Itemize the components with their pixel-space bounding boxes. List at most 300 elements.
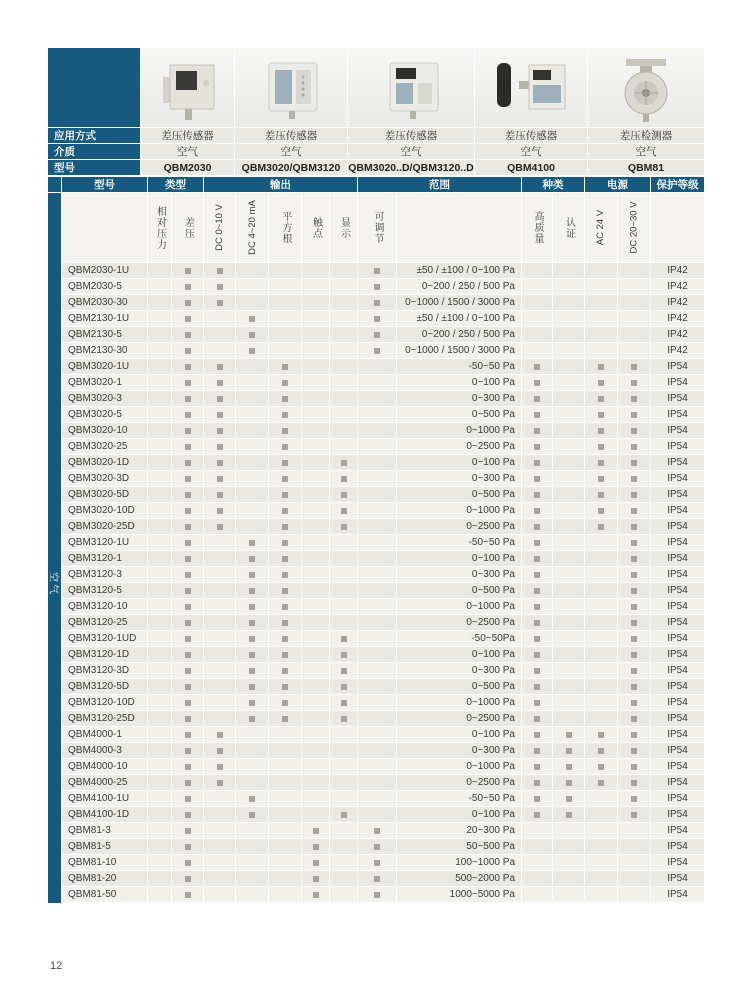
feature-cell-dc2030 bbox=[618, 311, 651, 327]
feature-cell-diff bbox=[172, 663, 204, 679]
feature-cell-dc2030 bbox=[618, 839, 651, 855]
feature-cell-dc420 bbox=[236, 791, 269, 807]
feature-cell-contact bbox=[302, 311, 330, 327]
feature-cell-contact bbox=[302, 375, 330, 391]
mark-dc010 bbox=[217, 300, 223, 306]
feature-cell-dc010 bbox=[204, 599, 236, 615]
mark-sqrt bbox=[282, 444, 288, 450]
mark-dc2030 bbox=[631, 732, 637, 738]
mark-hq bbox=[534, 460, 540, 466]
feature-cell-dc010 bbox=[204, 679, 236, 695]
model-cell: QBM3120-1D bbox=[62, 647, 148, 663]
mark-sqrt bbox=[282, 476, 288, 482]
mark-adj bbox=[374, 844, 380, 850]
feature-cell-rel bbox=[148, 407, 172, 423]
mark-dc010 bbox=[217, 380, 223, 386]
feature-cell-adj bbox=[358, 423, 397, 439]
feature-cell-diff bbox=[172, 759, 204, 775]
feature-cell-adj bbox=[358, 535, 397, 551]
feature-cell-diff bbox=[172, 839, 204, 855]
feature-cell-dc420 bbox=[236, 359, 269, 375]
mark-diff bbox=[185, 444, 191, 450]
table-row bbox=[48, 519, 705, 535]
mark-dc2030 bbox=[631, 412, 637, 418]
mark-ac24 bbox=[598, 444, 604, 450]
medium-value: 空气 bbox=[348, 144, 475, 160]
protection-cell: IP42 bbox=[651, 295, 705, 311]
mark-dc420 bbox=[249, 332, 255, 338]
feature-cell-ac24 bbox=[585, 567, 618, 583]
table-row bbox=[48, 439, 705, 455]
range-cell: -50~50 Pa bbox=[397, 535, 522, 551]
mark-display bbox=[341, 700, 347, 706]
range-cell: 0~1000 Pa bbox=[397, 599, 522, 615]
feature-cell-dc420 bbox=[236, 711, 269, 727]
mark-sqrt bbox=[282, 604, 288, 610]
feature-cell-dc420 bbox=[236, 519, 269, 535]
mark-diff bbox=[185, 604, 191, 610]
page-number: 12 bbox=[50, 960, 63, 972]
feature-cell-rel bbox=[148, 839, 172, 855]
table-subheader bbox=[48, 193, 705, 263]
mark-diff bbox=[185, 892, 191, 898]
feature-cell-dc2030 bbox=[618, 503, 651, 519]
mark-hq bbox=[534, 796, 540, 802]
feature-cell-contact bbox=[302, 759, 330, 775]
model-cell: QBM4100-1U bbox=[62, 791, 148, 807]
mark-ac24 bbox=[598, 428, 604, 434]
feature-cell-rel bbox=[148, 647, 172, 663]
mark-hq bbox=[534, 444, 540, 450]
range-cell: 0~100 Pa bbox=[397, 455, 522, 471]
feature-cell-ac24 bbox=[585, 471, 618, 487]
feature-cell-display bbox=[330, 407, 358, 423]
table-row bbox=[48, 807, 705, 823]
mark-hq bbox=[534, 748, 540, 754]
mark-hq bbox=[534, 508, 540, 514]
mark-sqrt bbox=[282, 700, 288, 706]
feature-cell-cert bbox=[553, 407, 585, 423]
feature-cell-display bbox=[330, 711, 358, 727]
sidebar-spacer bbox=[48, 647, 62, 663]
medium-value: 空气 bbox=[235, 144, 348, 160]
feature-cell-cert bbox=[553, 663, 585, 679]
feature-cell-adj bbox=[358, 455, 397, 471]
feature-cell-adj bbox=[358, 615, 397, 631]
mark-dc010 bbox=[217, 284, 223, 290]
sidebar-spacer bbox=[48, 375, 62, 391]
feature-cell-cert bbox=[553, 439, 585, 455]
mark-cert bbox=[566, 812, 572, 818]
mark-dc010 bbox=[217, 780, 223, 786]
feature-cell-hq bbox=[522, 359, 553, 375]
mark-adj bbox=[374, 316, 380, 322]
feature-cell-sqrt bbox=[269, 487, 302, 503]
product-photo-qbm3020-3120 bbox=[235, 48, 348, 128]
mark-dc420 bbox=[249, 316, 255, 322]
feature-cell-adj bbox=[358, 759, 397, 775]
feature-cell-rel bbox=[148, 775, 172, 791]
feature-cell-display bbox=[330, 295, 358, 311]
product-photo-qbm81 bbox=[588, 48, 705, 128]
feature-cell-contact bbox=[302, 327, 330, 343]
feature-cell-adj bbox=[358, 743, 397, 759]
feature-cell-cert bbox=[553, 855, 585, 871]
feature-cell-hq bbox=[522, 519, 553, 535]
feature-cell-cert bbox=[553, 567, 585, 583]
range-cell: 0~2500 Pa bbox=[397, 775, 522, 791]
feature-cell-cert bbox=[553, 807, 585, 823]
product-photo-qbm3020d-3120d bbox=[348, 48, 475, 128]
mark-adj bbox=[374, 268, 380, 274]
feature-cell-display bbox=[330, 487, 358, 503]
feature-cell-cert bbox=[553, 695, 585, 711]
range-cell: ±50 / ±100 / 0~100 Pa bbox=[397, 311, 522, 327]
feature-cell-cert bbox=[553, 455, 585, 471]
mark-dc2030 bbox=[631, 700, 637, 706]
feature-cell-diff bbox=[172, 823, 204, 839]
feature-cell-rel bbox=[148, 487, 172, 503]
feature-cell-hq bbox=[522, 567, 553, 583]
protection-cell: IP54 bbox=[651, 807, 705, 823]
feature-cell-adj bbox=[358, 647, 397, 663]
mark-dc2030 bbox=[631, 556, 637, 562]
mark-diff bbox=[185, 620, 191, 626]
feature-cell-dc010 bbox=[204, 807, 236, 823]
protection-cell: IP54 bbox=[651, 599, 705, 615]
mark-cert bbox=[566, 764, 572, 770]
feature-cell-adj bbox=[358, 791, 397, 807]
mark-dc420 bbox=[249, 572, 255, 578]
mark-hq bbox=[534, 764, 540, 770]
feature-cell-dc010 bbox=[204, 503, 236, 519]
feature-cell-dc2030 bbox=[618, 743, 651, 759]
feature-cell-display bbox=[330, 727, 358, 743]
feature-cell-dc420 bbox=[236, 727, 269, 743]
sidebar-spacer bbox=[48, 519, 62, 535]
model-cell: QBM3020-5 bbox=[62, 407, 148, 423]
mark-ac24 bbox=[598, 412, 604, 418]
feature-cell-dc2030 bbox=[618, 823, 651, 839]
mark-sqrt bbox=[282, 524, 288, 530]
range-cell: 500~2000 Pa bbox=[397, 871, 522, 887]
feature-cell-sqrt bbox=[269, 695, 302, 711]
feature-cell-cert bbox=[553, 679, 585, 695]
feature-cell-display bbox=[330, 615, 358, 631]
feature-cell-dc420 bbox=[236, 343, 269, 359]
feature-cell-contact bbox=[302, 535, 330, 551]
feature-cell-sqrt bbox=[269, 503, 302, 519]
protection-cell: IP54 bbox=[651, 631, 705, 647]
feature-cell-rel bbox=[148, 391, 172, 407]
feature-cell-adj bbox=[358, 775, 397, 791]
mark-ac24 bbox=[598, 748, 604, 754]
model-cell: QBM81-3 bbox=[62, 823, 148, 839]
feature-cell-ac24 bbox=[585, 487, 618, 503]
feature-cell-display bbox=[330, 807, 358, 823]
feature-cell-rel bbox=[148, 455, 172, 471]
feature-cell-contact bbox=[302, 631, 330, 647]
table-row bbox=[48, 727, 705, 743]
table-row bbox=[48, 615, 705, 631]
feature-cell-dc2030 bbox=[618, 727, 651, 743]
feature-cell-rel bbox=[148, 583, 172, 599]
feature-cell-diff bbox=[172, 791, 204, 807]
feature-cell-sqrt bbox=[269, 455, 302, 471]
feature-cell-hq bbox=[522, 615, 553, 631]
feature-cell-rel bbox=[148, 695, 172, 711]
protection-cell: IP54 bbox=[651, 823, 705, 839]
feature-cell-hq bbox=[522, 839, 553, 855]
model-cell: QBM3120-1U bbox=[62, 535, 148, 551]
feature-cell-display bbox=[330, 519, 358, 535]
mark-display bbox=[341, 524, 347, 530]
feature-cell-diff bbox=[172, 263, 204, 279]
feature-cell-dc010 bbox=[204, 583, 236, 599]
feature-cell-dc010 bbox=[204, 823, 236, 839]
feature-cell-ac24 bbox=[585, 551, 618, 567]
protection-cell: IP54 bbox=[651, 583, 705, 599]
feature-cell-display bbox=[330, 663, 358, 679]
protection-cell: IP54 bbox=[651, 423, 705, 439]
mark-dc010 bbox=[217, 396, 223, 402]
feature-cell-hq bbox=[522, 375, 553, 391]
feature-cell-dc420 bbox=[236, 279, 269, 295]
sidebar-spacer bbox=[48, 711, 62, 727]
mark-adj bbox=[374, 300, 380, 306]
model-cell: QBM2130-5 bbox=[62, 327, 148, 343]
feature-cell-cert bbox=[553, 791, 585, 807]
feature-cell-sqrt bbox=[269, 295, 302, 311]
feature-cell-dc2030 bbox=[618, 343, 651, 359]
mark-sqrt bbox=[282, 492, 288, 498]
feature-cell-diff bbox=[172, 583, 204, 599]
table-row bbox=[48, 567, 705, 583]
feature-cell-rel bbox=[148, 759, 172, 775]
model-cell: QBM3120-5 bbox=[62, 583, 148, 599]
feature-cell-adj bbox=[358, 631, 397, 647]
mark-ac24 bbox=[598, 364, 604, 370]
feature-cell-cert bbox=[553, 311, 585, 327]
feature-cell-rel bbox=[148, 263, 172, 279]
feature-cell-diff bbox=[172, 503, 204, 519]
feature-cell-adj bbox=[358, 439, 397, 455]
table-row bbox=[48, 343, 705, 359]
feature-cell-cert bbox=[553, 551, 585, 567]
product-photo-qbm2030 bbox=[141, 48, 235, 128]
feature-cell-dc010 bbox=[204, 567, 236, 583]
feature-cell-cert bbox=[553, 327, 585, 343]
mark-diff bbox=[185, 476, 191, 482]
feature-cell-contact bbox=[302, 711, 330, 727]
mark-diff bbox=[185, 508, 191, 514]
feature-cell-diff bbox=[172, 855, 204, 871]
feature-cell-display bbox=[330, 887, 358, 903]
feature-cell-ac24 bbox=[585, 775, 618, 791]
mark-sqrt bbox=[282, 684, 288, 690]
feature-cell-ac24 bbox=[585, 375, 618, 391]
mark-hq bbox=[534, 380, 540, 386]
feature-cell-dc420 bbox=[236, 535, 269, 551]
table-row bbox=[48, 455, 705, 471]
model-cell: QBM3020-5D bbox=[62, 487, 148, 503]
feature-cell-dc420 bbox=[236, 647, 269, 663]
model-cell: QBM2030-5 bbox=[62, 279, 148, 295]
feature-cell-sqrt bbox=[269, 407, 302, 423]
mark-dc420 bbox=[249, 716, 255, 722]
feature-cell-display bbox=[330, 871, 358, 887]
mark-ac24 bbox=[598, 492, 604, 498]
feature-cell-adj bbox=[358, 519, 397, 535]
feature-cell-hq bbox=[522, 711, 553, 727]
feature-cell-sqrt bbox=[269, 871, 302, 887]
sidebar-spacer bbox=[48, 327, 62, 343]
table-row bbox=[48, 423, 705, 439]
feature-cell-contact bbox=[302, 727, 330, 743]
sidebar-spacer bbox=[48, 791, 62, 807]
col-group-model: 型号 bbox=[62, 177, 148, 193]
table-row bbox=[48, 871, 705, 887]
feature-cell-adj bbox=[358, 311, 397, 327]
feature-cell-dc420 bbox=[236, 455, 269, 471]
feature-cell-rel bbox=[148, 679, 172, 695]
medium-value: 空气 bbox=[475, 144, 588, 160]
mark-dc010 bbox=[217, 444, 223, 450]
feature-cell-rel bbox=[148, 743, 172, 759]
feature-cell-ac24 bbox=[585, 407, 618, 423]
feature-cell-cert bbox=[553, 647, 585, 663]
feature-cell-dc420 bbox=[236, 679, 269, 695]
protection-cell: IP42 bbox=[651, 343, 705, 359]
range-cell: -50~50 Pa bbox=[397, 359, 522, 375]
mark-hq bbox=[534, 396, 540, 402]
mark-ac24 bbox=[598, 524, 604, 530]
range-cell: -50~50 Pa bbox=[397, 791, 522, 807]
protection-cell: IP54 bbox=[651, 567, 705, 583]
mark-diff bbox=[185, 716, 191, 722]
protection-cell: IP54 bbox=[651, 887, 705, 903]
sidebar-spacer bbox=[48, 193, 62, 263]
sidebar-spacer bbox=[48, 807, 62, 823]
mark-sqrt bbox=[282, 380, 288, 386]
mark-ac24 bbox=[598, 764, 604, 770]
range-cell: 0~500 Pa bbox=[397, 679, 522, 695]
feature-cell-adj bbox=[358, 711, 397, 727]
table-row bbox=[48, 535, 705, 551]
mark-hq bbox=[534, 684, 540, 690]
feature-cell-rel bbox=[148, 631, 172, 647]
table-row bbox=[48, 407, 705, 423]
subheader-col-ip bbox=[651, 193, 705, 263]
feature-cell-dc420 bbox=[236, 551, 269, 567]
feature-cell-dc2030 bbox=[618, 759, 651, 775]
feature-cell-dc2030 bbox=[618, 855, 651, 871]
feature-cell-dc420 bbox=[236, 503, 269, 519]
model-cell: QBM2030-30 bbox=[62, 295, 148, 311]
feature-cell-rel bbox=[148, 535, 172, 551]
mark-dc420 bbox=[249, 540, 255, 546]
feature-cell-dc420 bbox=[236, 375, 269, 391]
feature-cell-contact bbox=[302, 807, 330, 823]
sidebar-spacer bbox=[48, 455, 62, 471]
feature-cell-display bbox=[330, 535, 358, 551]
feature-cell-dc010 bbox=[204, 471, 236, 487]
feature-cell-dc2030 bbox=[618, 807, 651, 823]
mark-adj bbox=[374, 348, 380, 354]
range-cell: 0~100 Pa bbox=[397, 807, 522, 823]
col-label-dc420: DC 4~20 mA bbox=[246, 200, 258, 255]
protection-cell: IP54 bbox=[651, 743, 705, 759]
table-row bbox=[48, 679, 705, 695]
feature-cell-dc2030 bbox=[618, 615, 651, 631]
feature-cell-diff bbox=[172, 679, 204, 695]
mark-dc2030 bbox=[631, 524, 637, 530]
sidebar-spacer bbox=[48, 631, 62, 647]
range-cell: 0~300 Pa bbox=[397, 391, 522, 407]
range-cell: 0~200 / 250 / 500 Pa bbox=[397, 327, 522, 343]
feature-cell-diff bbox=[172, 727, 204, 743]
range-cell: 0~500 Pa bbox=[397, 407, 522, 423]
feature-cell-adj bbox=[358, 295, 397, 311]
range-cell: 0~100 Pa bbox=[397, 551, 522, 567]
mark-dc2030 bbox=[631, 380, 637, 386]
mark-diff bbox=[185, 316, 191, 322]
feature-cell-contact bbox=[302, 391, 330, 407]
round-detector-icon bbox=[596, 55, 696, 127]
mark-dc2030 bbox=[631, 780, 637, 786]
feature-cell-cert bbox=[553, 391, 585, 407]
feature-cell-contact bbox=[302, 359, 330, 375]
protection-cell: IP54 bbox=[651, 375, 705, 391]
feature-cell-hq bbox=[522, 871, 553, 887]
subheader-model-cell bbox=[62, 193, 148, 263]
feature-cell-rel bbox=[148, 727, 172, 743]
mark-dc010 bbox=[217, 508, 223, 514]
feature-cell-rel bbox=[148, 471, 172, 487]
feature-cell-hq bbox=[522, 407, 553, 423]
col-group-protection: 保护等级 bbox=[651, 177, 705, 193]
mark-adj bbox=[374, 876, 380, 882]
mark-hq bbox=[534, 588, 540, 594]
mark-hq bbox=[534, 540, 540, 546]
range-cell: 0~1000 / 1500 / 3000 Pa bbox=[397, 295, 522, 311]
feature-cell-display bbox=[330, 599, 358, 615]
table-row bbox=[48, 759, 705, 775]
feature-cell-cert bbox=[553, 279, 585, 295]
mark-diff bbox=[185, 780, 191, 786]
feature-cell-dc010 bbox=[204, 775, 236, 791]
feature-cell-adj bbox=[358, 279, 397, 295]
sidebar-spacer bbox=[48, 279, 62, 295]
feature-cell-dc2030 bbox=[618, 695, 651, 711]
mark-dc2030 bbox=[631, 716, 637, 722]
application-value: 差压传感器 bbox=[235, 128, 348, 144]
sidebar-spacer bbox=[48, 567, 62, 583]
sidebar-spacer bbox=[48, 855, 62, 871]
protection-cell: IP54 bbox=[651, 503, 705, 519]
mark-adj bbox=[374, 284, 380, 290]
feature-cell-dc420 bbox=[236, 583, 269, 599]
feature-cell-ac24 bbox=[585, 439, 618, 455]
mark-sqrt bbox=[282, 588, 288, 594]
feature-cell-dc2030 bbox=[618, 295, 651, 311]
feature-cell-sqrt bbox=[269, 711, 302, 727]
mark-contact bbox=[313, 828, 319, 834]
feature-cell-dc010 bbox=[204, 631, 236, 647]
feature-cell-adj bbox=[358, 327, 397, 343]
mark-display bbox=[341, 668, 347, 674]
feature-cell-rel bbox=[148, 711, 172, 727]
